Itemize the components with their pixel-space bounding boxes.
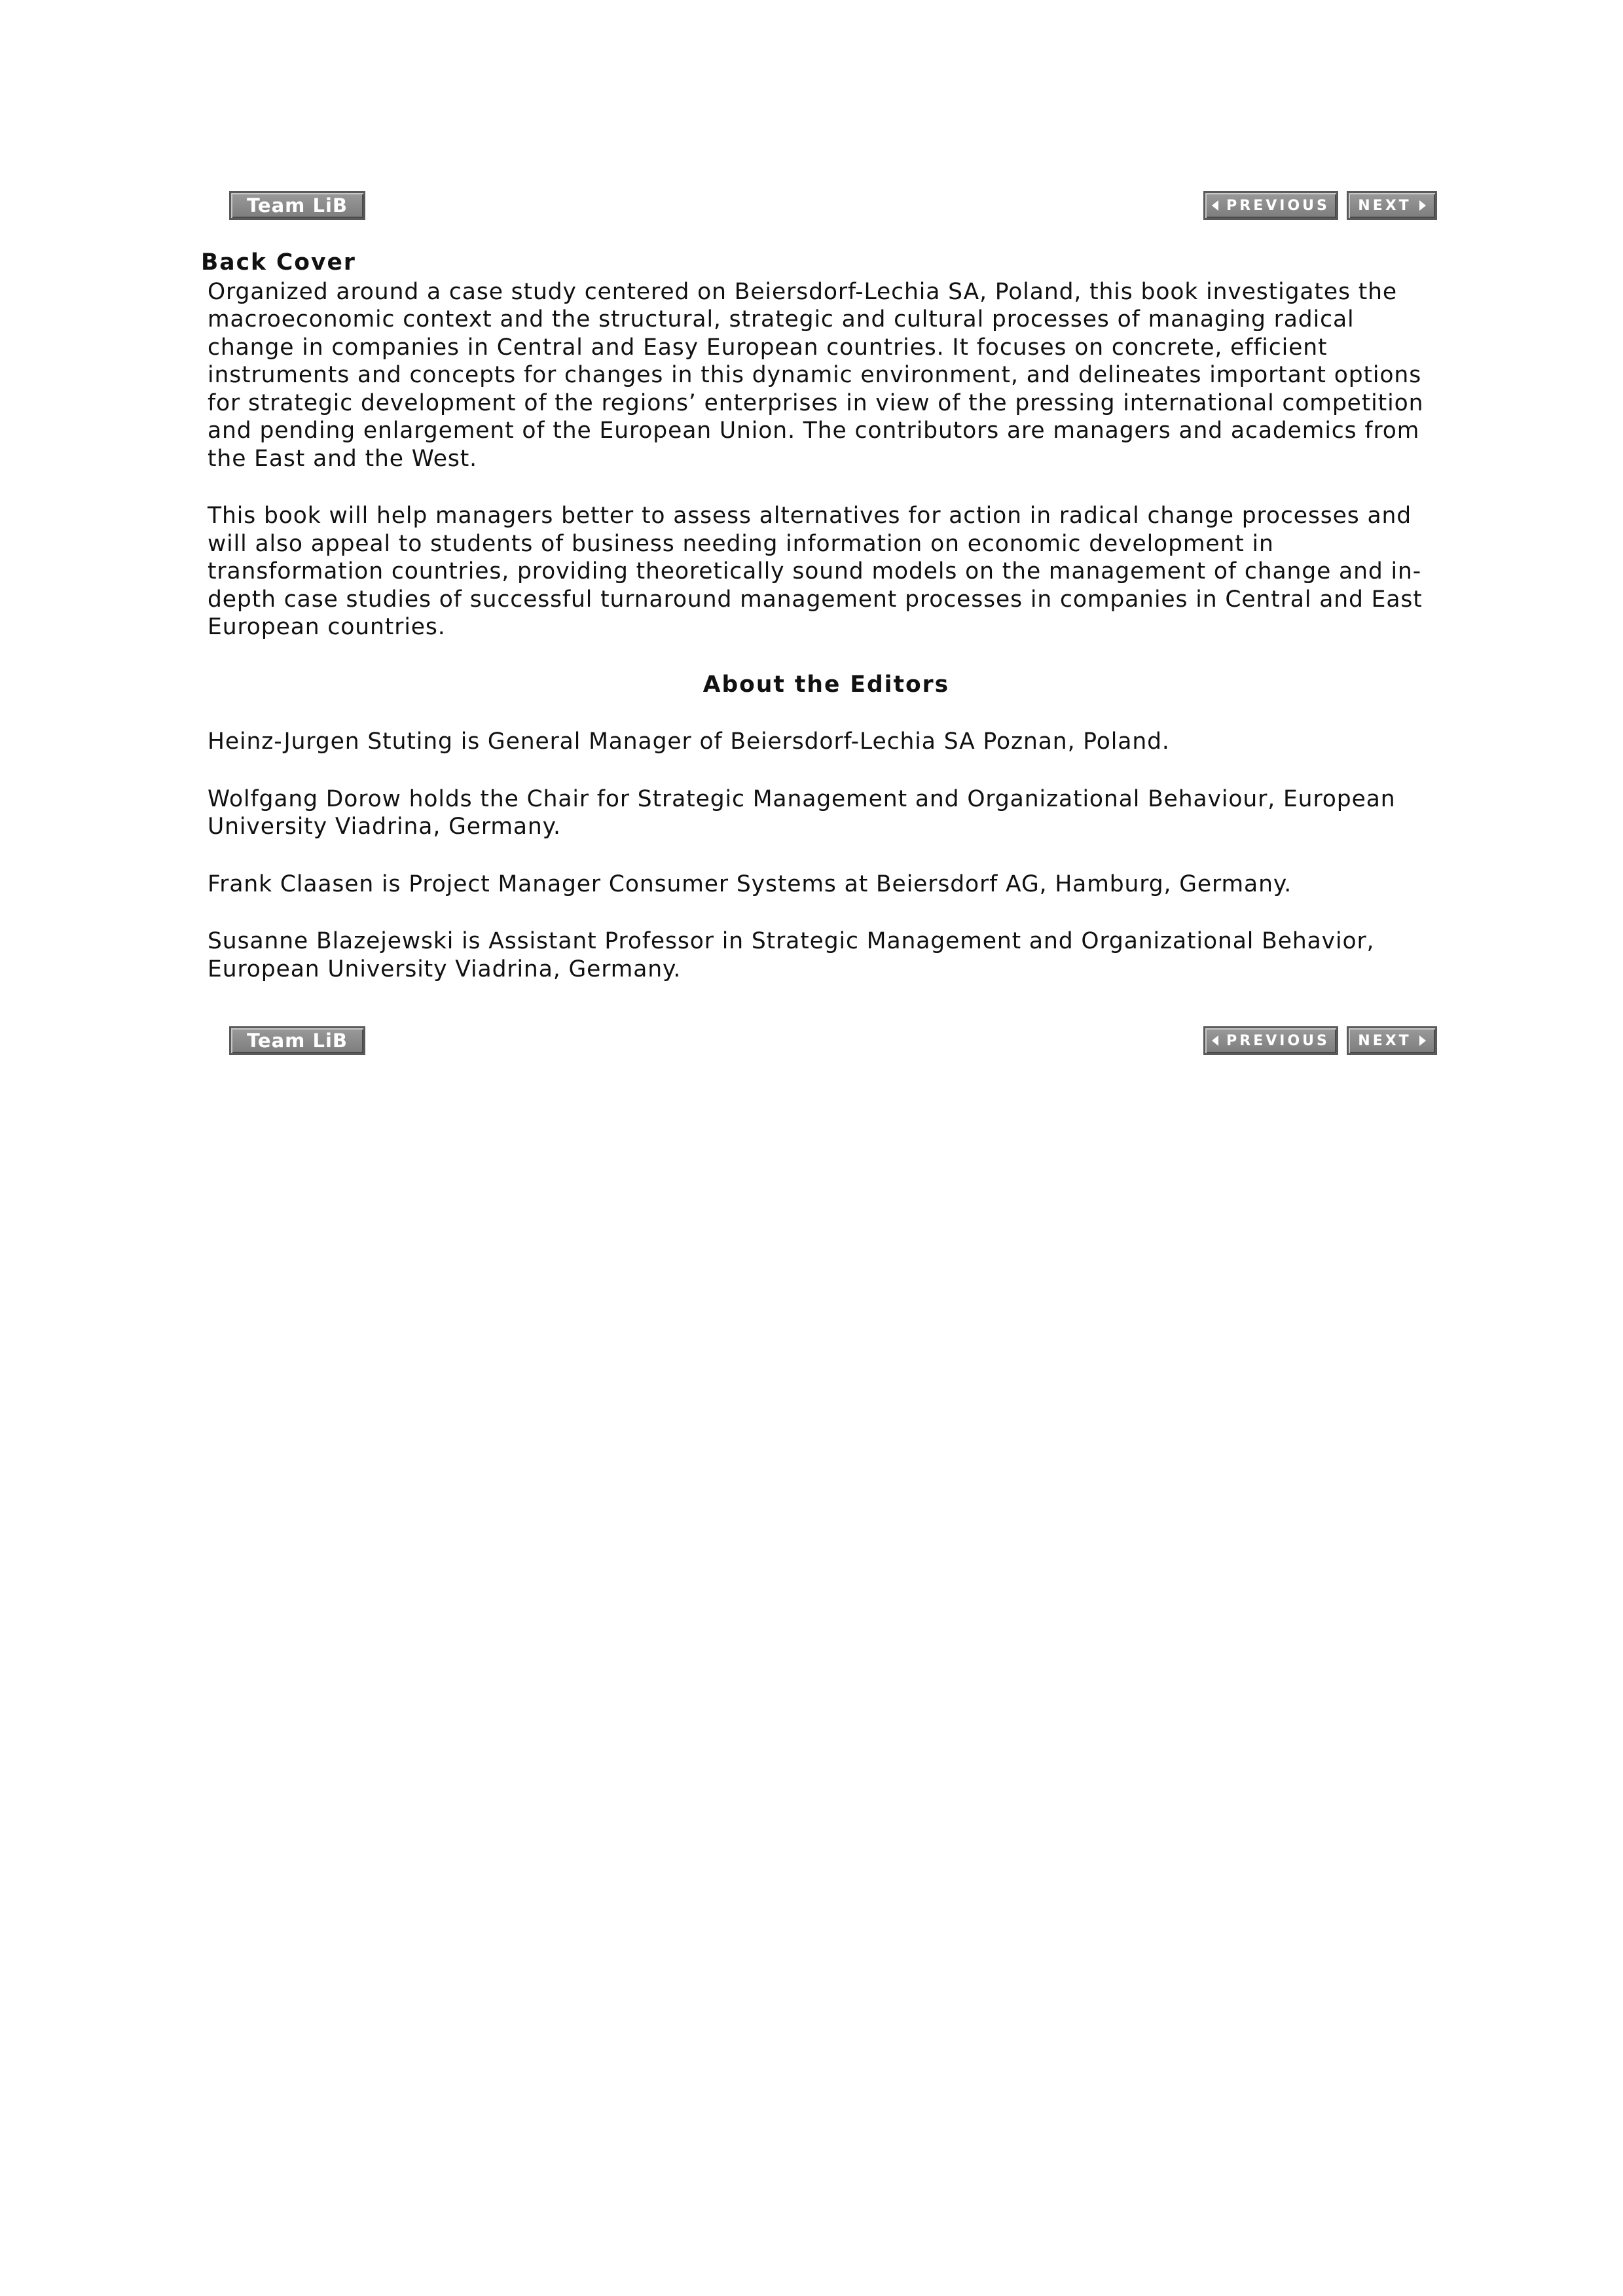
next-button[interactable] (1347, 191, 1437, 220)
team-lib-button[interactable] (229, 1026, 365, 1055)
previous-label: PREVIOUS (1226, 1032, 1330, 1049)
team-lib-label: Team LiB (246, 194, 348, 217)
back-cover-paragraph: Organized around a case study centered on Beiersdorf-Lechia SA, Poland, this book investigates the macroeconomic context and the structural, strategic and cultural processes of managing radical change in companies in Central and Easy European countries. It focuses on concrete, efficient instruments and concepts for changes in this dynamic environment, and delineates important options for strategic development of the regions’ enterprises in view of the pressing international competition and pending enlargement of the European Union. The contributors are managers and academics from the East and the West. (208, 278, 1424, 472)
editor-bio: Frank Claasen is Project Manager Consumer Systems at Beiersdorf AG, Hamburg, Germany. (208, 870, 1292, 897)
arrow-left-icon (1212, 200, 1218, 211)
bottom-navigation-bar (229, 1026, 1438, 1058)
page-content (201, 249, 1445, 1013)
back-cover-paragraph: This book will help managers better to assess alternatives for action in radical change processes and will also appeal to students of business needing information on economic development in transformation countries, providing theoretically sound models on the management of change and in-depth case studies of successful turnaround management processes in companies in Central and East European countries. (208, 503, 1423, 640)
previous-label: PREVIOUS (1226, 197, 1330, 214)
back-cover-heading: Back Cover (201, 249, 356, 276)
editor-bio: Susanne Blazejewski is Assistant Professor in Strategic Management and Organizational Behavior, European University Viadrina, Germany. (208, 928, 1375, 982)
editor-bio: Wolfgang Dorow holds the Chair for Strategic Management and Organizational Behaviour, European University Viadrina, Germany. (208, 785, 1396, 840)
next-label: NEXT (1358, 1032, 1412, 1049)
top-navigation-bar (229, 191, 1438, 223)
editor-bio: Heinz-Jurgen Stuting is General Manager of Beiersdorf-Lechia SA Poznan, Poland. (208, 728, 1170, 755)
arrow-right-icon (1419, 200, 1426, 211)
arrow-right-icon (1419, 1035, 1426, 1046)
about-editors-heading: About the Editors (702, 671, 950, 698)
team-lib-label: Team LiB (246, 1030, 348, 1052)
team-lib-button[interactable] (229, 191, 365, 220)
arrow-left-icon (1212, 1035, 1218, 1046)
previous-button[interactable] (1203, 1026, 1338, 1055)
next-button[interactable] (1347, 1026, 1437, 1055)
next-label: NEXT (1358, 197, 1412, 214)
previous-button[interactable] (1203, 191, 1338, 220)
